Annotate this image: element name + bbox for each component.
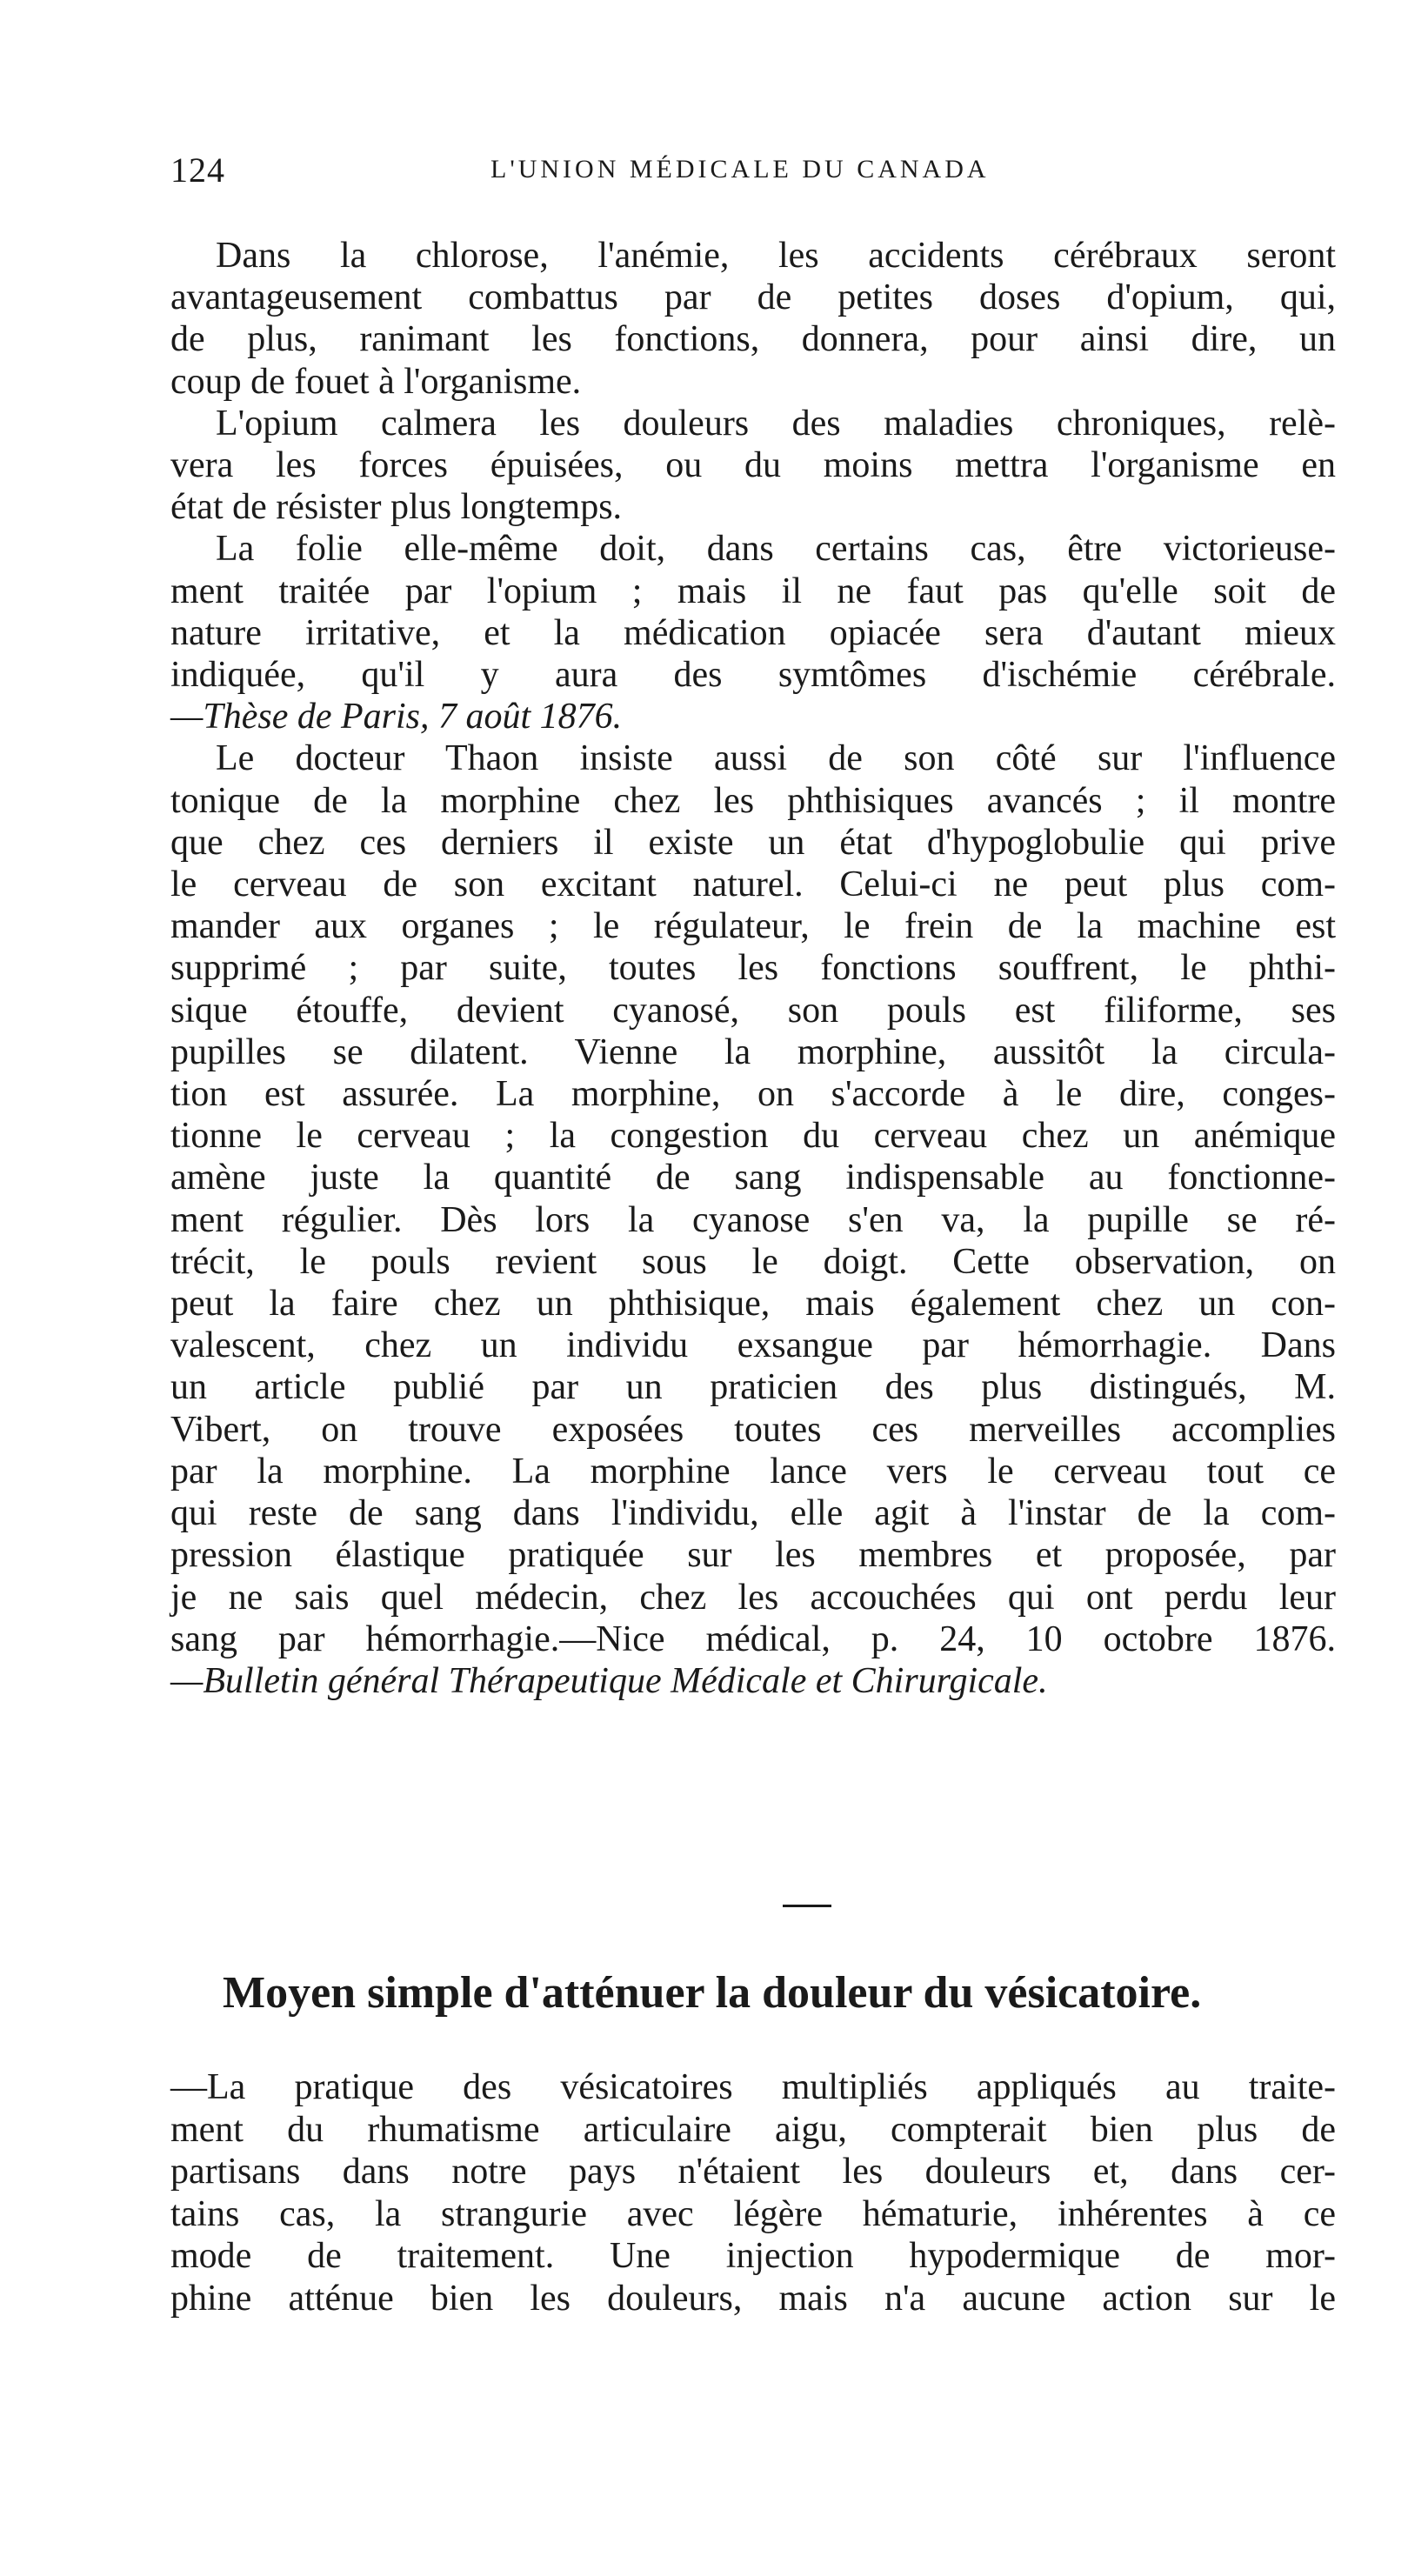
article-body <box>170 235 1336 1702</box>
text-line: pression élastique pratiquée sur les membres et proposée, par <box>170 1535 1336 1576</box>
running-head <box>170 150 1197 193</box>
journal-title: L'UNION MÉDICALE DU CANADA <box>490 155 990 184</box>
text-line: que chez ces derniers il existe un état d'hypoglobulie qui prive <box>170 822 1336 863</box>
paragraph-chlorose <box>170 235 1336 403</box>
section-divider <box>783 1905 831 1907</box>
paragraph-thaon <box>170 737 1336 1702</box>
paragraph-opium-douleurs <box>170 403 1336 529</box>
text-line: Dans la chlorose, l'anémie, les accidents cérébraux seront <box>216 236 1336 276</box>
text-line: indiquée, qu'il y aura des symtômes d'ischémie cérébrale. <box>170 655 1336 696</box>
text-line: amène juste la quantité de sang indispensable au fonctionne- <box>170 1158 1336 1198</box>
paragraph-folie <box>170 528 1336 737</box>
text-line: —La pratique des vésicatoires multipliés appliqués au traite- <box>170 2067 1336 2107</box>
text-line: L'opium calmera les douleurs des maladies chroniques, relè- <box>216 403 1336 444</box>
text-line: avantageusement combattus par de petites doses d'opium, qui, <box>170 277 1336 318</box>
text-line: nature irritative, et la médication opiacée sera d'autant mieux <box>170 612 1336 653</box>
text-line: trécit, le pouls revient sous le doigt. Cette observation, on <box>170 1241 1336 1282</box>
section-title: Moyen simple d'atténuer la douleur du vésicatoire. <box>223 1968 1202 2018</box>
section-body <box>170 2018 1336 2319</box>
text-line: je ne sais quel médecin, chez les accouchées qui ont perdu leur <box>170 1577 1336 1618</box>
text-line: état de résister plus longtemps. <box>170 487 623 528</box>
text-line: le cerveau de son excitant naturel. Celui-ci ne peut plus com- <box>170 864 1336 905</box>
text-line: Vibert, on trouve exposées toutes ces merveilles accomplies <box>170 1409 1336 1450</box>
text-line: Le docteur Thaon insiste aussi de son côté sur l'influence <box>216 738 1336 779</box>
text-line: phine atténue bien les douleurs, mais n'a aucune action sur le <box>170 2278 1336 2319</box>
text-line: par la morphine. La morphine lance vers le cerveau tout ce <box>170 1451 1336 1492</box>
text-line: sang par hémorrhagie.—Nice médical, p. 24, 10 octobre 1876. <box>170 1618 1336 1659</box>
text-line: supprimé ; par suite, toutes les fonctions souffrent, le phthi- <box>170 948 1336 989</box>
text-line: coup de fouet à l'organisme. <box>170 361 582 402</box>
text-line: ment régulier. Dès lors la cyanose s'en va, la pupille se ré- <box>170 1199 1336 1240</box>
citation-these-paris: —Thèse de Paris, 7 août 1876. <box>170 697 623 737</box>
citation-bulletin: —Bulletin général Thérapeutique Médicale et Chirurgicale. <box>170 1660 1048 1701</box>
text-line: ment traitée par l'opium ; mais il ne faut pas qu'elle soit de <box>170 571 1336 611</box>
text-line: peut la faire chez un phthisique, mais également chez un con- <box>170 1284 1336 1325</box>
text-line: un article publié par un praticien des plus distingués, M. <box>170 1367 1336 1408</box>
text-line: pupilles se dilatent. Vienne la morphine, aussitôt la circula- <box>170 1031 1336 1072</box>
text-line: de plus, ranimant les fonctions, donnera, pour ainsi dire, un <box>170 319 1336 360</box>
text-line: tion est assurée. La morphine, on s'accorde à le dire, conges- <box>170 1074 1336 1115</box>
text-line: La folie elle-même doit, dans certains cas, être victorieuse- <box>216 529 1336 570</box>
text-line: mander aux organes ; le régulateur, le frein de la machine est <box>170 906 1336 947</box>
text-line: tains cas, la strangurie avec légère hématurie, inhérentes à ce <box>170 2193 1336 2234</box>
text-line: partisans dans notre pays n'étaient les douleurs et, dans cer- <box>170 2152 1336 2192</box>
text-line: sique étouffe, devient cyanosé, son pouls est filiforme, ses <box>170 990 1336 1031</box>
text-line: valescent, chez un individu exsangue par hémorrhagie. Dans <box>170 1325 1336 1366</box>
text-line: tionne le cerveau ; la congestion du cerveau chez un anémique <box>170 1116 1336 1157</box>
text-line: tonique de la morphine chez les phthisiques avancés ; il montre <box>170 780 1336 821</box>
text-line: vera les forces épuisées, ou du moins mettra l'organisme en <box>170 445 1336 486</box>
text-line: ment du rhumatisme articulaire aigu, compterait bien plus de <box>170 2109 1336 2150</box>
page-number: 124 <box>170 150 225 190</box>
text-line: qui reste de sang dans l'individu, elle agit à l'instar de la com- <box>170 1493 1336 1534</box>
text-line: mode de traitement. Une injection hypodermique de mor- <box>170 2236 1336 2276</box>
